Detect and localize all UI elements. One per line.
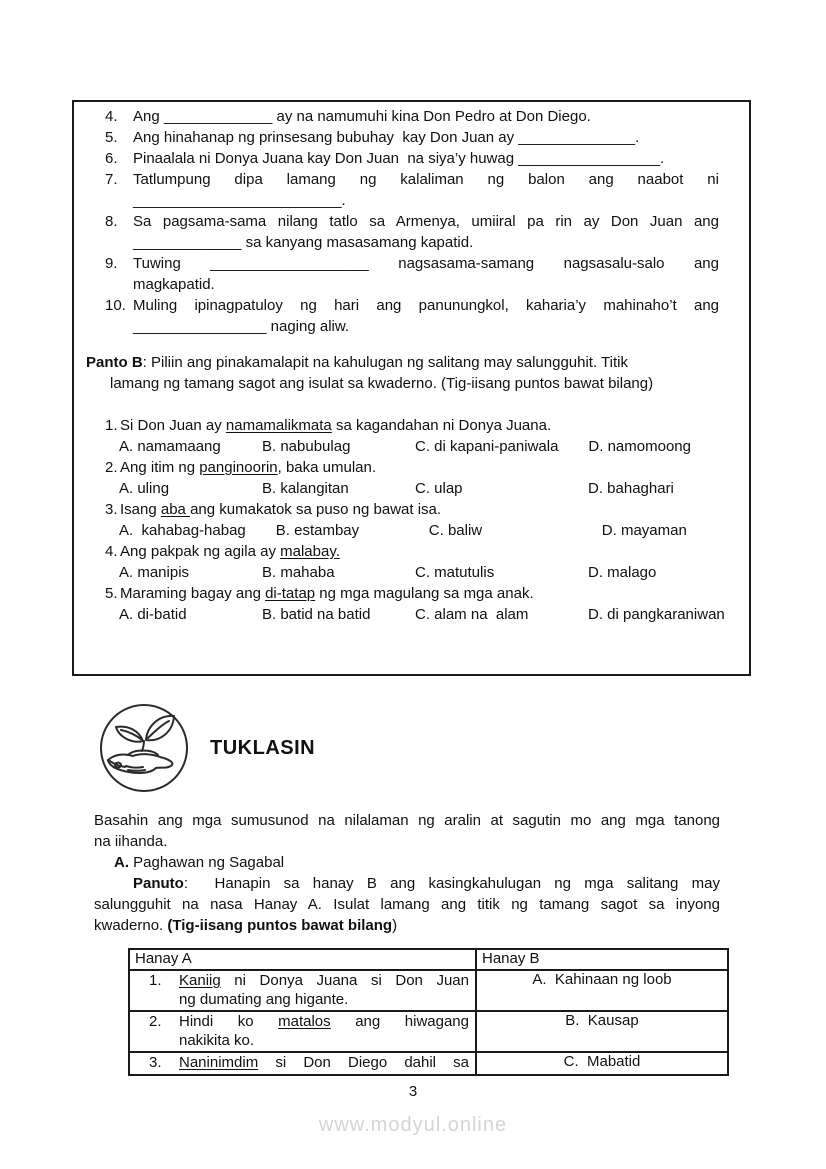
table-header-row [129, 949, 728, 970]
item-number: 6. [105, 150, 118, 167]
text-segment: ng mga magulang sa mga anak. [315, 585, 534, 602]
underlined-word: panginoorin [199, 459, 278, 476]
panto-b-instructions [86, 352, 719, 394]
item-text [133, 295, 719, 337]
text-line [179, 972, 469, 991]
text-segment: , baka umulan. [277, 459, 377, 476]
text-segment: ang hiwagang [330, 1013, 469, 1030]
hanay-a-item [135, 1053, 470, 1074]
hanay-a-cell [129, 1011, 476, 1052]
text-segment: ang kumakatok sa puso ng bawat isa. [190, 501, 442, 518]
item-number: 3. [149, 1054, 162, 1071]
table-row [129, 970, 728, 1011]
option: C. ulap [415, 480, 463, 497]
option: C. alam na alam [415, 606, 529, 623]
underlined-word: Naninimdim [179, 1054, 259, 1071]
text-segment: : Hanapin sa hanay B ang kasingkahulugan ng mga salitang may [183, 875, 720, 892]
option: D. bahaghari [588, 480, 674, 497]
option: A. di-batid [119, 606, 187, 623]
question-line [105, 415, 719, 436]
text-segment: si Don Diego dahil sa [258, 1054, 469, 1071]
panuto-paragraph [94, 873, 720, 936]
text-line [133, 127, 719, 148]
option: D. namomoong [588, 438, 691, 455]
text-segment: Si Don Juan ay [120, 417, 226, 434]
text-segment: Ang itim ng [120, 459, 200, 476]
text-segment: _____________ sa kanyang masasamang kapatid. [133, 234, 474, 251]
text-segment: (Tig-iisang puntos bawat bilang [167, 917, 393, 934]
item-number: 2. [149, 1013, 162, 1030]
fill-item-7 [105, 169, 719, 211]
text-line [179, 1013, 469, 1032]
option: B. nabubulag [262, 438, 351, 455]
hanay-a-item [135, 1012, 470, 1051]
text-line [94, 810, 720, 831]
hanay-b-cell: B. Kausap [476, 1011, 728, 1052]
item-number: 9. [105, 255, 118, 272]
option: C. matutulis [415, 564, 495, 581]
question-box [72, 100, 751, 676]
text-line [94, 894, 720, 915]
text-line [179, 1032, 469, 1051]
item-text [179, 1013, 469, 1050]
text-segment: Tuwing ___________________ nagsasama-samang nagsasalu-salo ang [133, 255, 719, 272]
text-segment: Isang [120, 501, 161, 518]
option: B. estambay [275, 522, 360, 539]
underlined-word: matalos [278, 1013, 331, 1030]
underlined-word: aba [160, 501, 191, 518]
matching-table [128, 948, 729, 1076]
item-text [133, 211, 719, 253]
table-row [129, 1011, 728, 1052]
text-line [133, 106, 719, 127]
text-segment: ng dumating ang higante. [179, 990, 349, 1008]
multiple-choice-list [105, 415, 725, 625]
item-text [133, 127, 719, 148]
item-number: 3. [105, 501, 118, 518]
text-line [133, 253, 719, 274]
text-segment: na iihanda. [94, 833, 168, 850]
multiple-choice-item-4 [105, 541, 719, 583]
text-segment: Ang _____________ ay na namumuhi kina Don Pedro at Don Diego. [133, 108, 591, 125]
options-row [105, 604, 725, 625]
options-row [105, 562, 719, 583]
text-segment: Muling ipinagpatuloy ng hari ang panunungkol, kaharia’y mahinaho’t ang [133, 297, 719, 314]
column-header-hanay-b: Hanay B [476, 949, 728, 970]
option: B. batid na batid [262, 606, 371, 623]
fill-item-4 [105, 106, 719, 127]
text-segment: Paghawan ng Sagabal [129, 854, 285, 871]
text-segment: : Piliin ang pinakamalapit na kahulugan ng salitang may salungguhit. Titik [142, 354, 628, 371]
hand-seedling-icon [98, 702, 190, 794]
item-number: 5. [105, 129, 118, 146]
hanay-a-item [135, 971, 470, 1010]
question-line [105, 457, 719, 478]
options-row [105, 436, 719, 457]
option: D. mayaman [601, 522, 687, 539]
option: A. uling [119, 480, 170, 497]
item-text [179, 972, 469, 1009]
text-segment: Ang hinahanap ng prinsesang bubuhay kay Don Juan ay ______________. [133, 129, 640, 146]
text-line [133, 148, 719, 169]
text-segment: magkapatid. [133, 276, 215, 293]
item-number: 1. [149, 972, 162, 989]
underlined-word: Kaniig [179, 972, 221, 989]
item-number: 1. [105, 417, 118, 434]
question-line [105, 499, 719, 520]
item-number: 10. [105, 297, 126, 314]
option: A. kahabag-habag [119, 522, 246, 539]
text-line [86, 352, 691, 373]
section-a-label [114, 852, 284, 873]
text-line [133, 211, 719, 232]
option: C. di kapani-paniwala [415, 438, 559, 455]
hanay-a-cell [129, 970, 476, 1011]
table-row [129, 1052, 728, 1075]
fill-item-10 [105, 295, 719, 337]
fill-item-9 [105, 253, 719, 295]
option: C. baliw [428, 522, 483, 539]
tuklasin-section-header [98, 702, 315, 794]
item-text [133, 148, 719, 169]
text-segment: salungguhit na nasa Hanay A. Isulat lamang ang titik ng tamang sagot sa inyong [94, 896, 720, 913]
underlined-word: namamalikmata [225, 417, 332, 434]
text-segment: ni Donya Juana si Don Juan [220, 972, 469, 989]
option: D. di pangkaraniwan [588, 606, 725, 623]
item-text [133, 169, 719, 211]
text-segment: Sa pagsama-sama nilang tatlo sa Armenya, umiiral pa rin ay Don Juan ang [133, 213, 719, 230]
question-line [105, 583, 719, 604]
text-segment: _________________________. [133, 192, 346, 209]
item-text [133, 253, 719, 295]
item-number: 8. [105, 213, 118, 230]
text-line [133, 169, 719, 190]
tuklasin-heading: TUKLASIN [210, 736, 316, 759]
option: A. namamaang [119, 438, 221, 455]
fill-item-5 [105, 127, 719, 148]
multiple-choice-item-5 [105, 583, 725, 625]
question-line [105, 541, 719, 562]
item-text [179, 1054, 469, 1073]
text-line [133, 232, 719, 253]
text-segment: Maraming bagay ang [120, 585, 266, 602]
fill-item-8 [105, 211, 719, 253]
text-segment: A. [114, 854, 129, 871]
multiple-choice-item-2 [105, 457, 719, 499]
item-number: 4. [105, 108, 118, 125]
site-watermark: www.modyul.online [318, 1114, 508, 1136]
multiple-choice-item-3 [105, 499, 719, 541]
options-row [105, 520, 719, 541]
text-segment: lamang ng tamang sagot ang isulat sa kwaderno. (Tig-iisang puntos bawat bilang) [110, 375, 654, 392]
text-segment: Hindi ko [179, 1013, 279, 1030]
text-line [94, 831, 720, 852]
underlined-word: malabay. [280, 543, 340, 560]
text-segment: ) [392, 917, 398, 934]
option: A. manipis [119, 564, 190, 581]
text-line [133, 274, 719, 295]
item-text [133, 106, 719, 127]
page-number: 3 [408, 1083, 418, 1100]
text-segment: Tatlumpung dipa lamang ng kalaliman ng balon ang naabot ni [133, 171, 719, 188]
item-number: 5. [105, 585, 118, 602]
option: B. mahaba [262, 564, 335, 581]
text-line [133, 316, 719, 337]
option: D. malago [588, 564, 657, 581]
text-line [179, 1054, 469, 1073]
fill-in-blank-list [105, 106, 719, 337]
text-line [94, 873, 720, 894]
underlined-word: di-tatap [265, 585, 316, 602]
text-segment: Panto B [86, 354, 143, 371]
item-number: 2. [105, 459, 118, 476]
multiple-choice-item-1 [105, 415, 719, 457]
text-segment: nakikita ko. [179, 1031, 255, 1049]
hanay-a-cell [129, 1052, 476, 1075]
text-segment: Pinaalala ni Donya Juana kay Don Juan na siya’y huwag _________________. [133, 150, 665, 167]
text-segment: kwaderno. [94, 917, 168, 934]
item-number: 7. [105, 171, 118, 188]
option: B. kalangitan [262, 480, 349, 497]
text-segment: Ang pakpak ng agila ay [120, 543, 281, 560]
hanay-b-cell: C. Mabatid [476, 1052, 728, 1075]
text-segment: Panuto [133, 875, 184, 892]
options-row [105, 478, 719, 499]
fill-item-6 [105, 148, 719, 169]
text-segment: Basahin ang mga sumusunod na nilalaman ng aralin at sagutin mo ang mga tanong [94, 812, 720, 829]
hanay-b-cell: A. Kahinaan ng loob [476, 970, 728, 1011]
text-segment: ________________ naging aliw. [133, 318, 350, 335]
text-line [86, 373, 691, 394]
item-number: 4. [105, 543, 118, 560]
text-line [133, 190, 719, 211]
text-line [133, 295, 719, 316]
text-line [94, 915, 720, 936]
column-header-hanay-a: Hanay A [129, 949, 476, 970]
text-segment: sa kagandahan ni Donya Juana. [331, 417, 552, 434]
intro-paragraph [94, 810, 720, 852]
text-line [179, 991, 469, 1010]
